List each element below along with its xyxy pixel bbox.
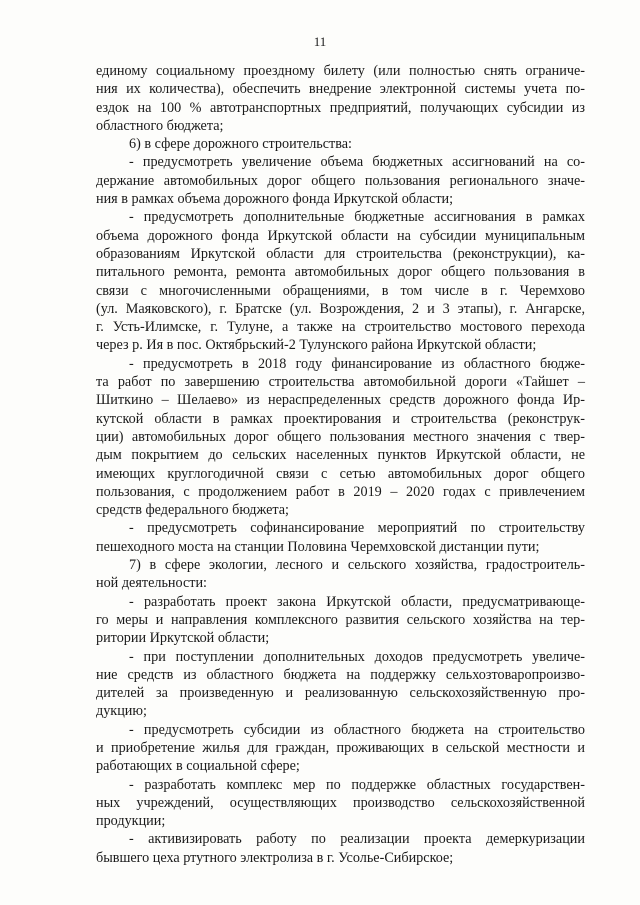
text-line: единому социальному проездному билету (или полностью снять ограниче- xyxy=(96,63,585,79)
text-line: питального ремонта, ремонта автомобильных дорог общего пользования в xyxy=(96,264,585,281)
text-line: - активизировать работу по реализации проекта демеркуризации xyxy=(129,831,585,848)
text-line: бывшего цеха ртутного электролиза в г. Усолье-Сибирское; xyxy=(96,849,454,866)
text-line: и приобретение жилья для граждан, проживающих в сельской местности и xyxy=(96,739,585,756)
paragraph-p4 xyxy=(96,208,585,354)
text-line: образованиям Иркутской области для строительства (реконструкции), ка- xyxy=(96,245,585,262)
text-line: ние средств из областного бюджета на поддержку сельхозтоваропроизво- xyxy=(96,666,585,683)
text-line: ния их количества), обеспечить внедрение электронной системы учета по- xyxy=(96,81,585,98)
text-line: - при поступлении дополнительных доходов предусмотреть увеличе- xyxy=(129,648,585,665)
text-line: 7) в сфере экологии, лесного и сельского хозяйства, градостроитель- xyxy=(129,557,585,574)
text-line: го меры и направления комплексного развития сельского хозяйства на тер- xyxy=(96,611,585,628)
paragraph-p7 xyxy=(96,556,585,593)
text-line: - разработать комплекс мер по поддержке областных государствен- xyxy=(129,776,585,793)
text-line: 6) в сфере дорожного строительства: xyxy=(129,136,352,153)
paragraph-p8 xyxy=(96,593,585,648)
text-line: средств федерального бюджета; xyxy=(96,502,289,519)
text-line: Шиткино – Шелаево» из нераспределенных средств дорожного фонда Ир- xyxy=(96,392,585,409)
text-line: ритории Иркутской области; xyxy=(96,630,270,647)
text-line: дым покрытием до сельских населенных пунктов Иркутской области, не xyxy=(96,447,585,464)
text-line: через р. Ия в пос. Октябрьский-2 Тулунского района Иркутской области; xyxy=(96,337,537,354)
paragraph-p11 xyxy=(96,776,585,831)
text-line: г. Усть-Илимске, г. Тулуне, а также на строительство мостового перехода xyxy=(96,319,585,336)
text-line: ния в рамках объема дорожного фонда Иркутской области; xyxy=(96,191,454,208)
text-line: связи с многочисленными обращениями, в том числе в г. Черемхово xyxy=(96,282,585,299)
paragraph-p5 xyxy=(96,355,585,520)
text-line: дителей за произведенную и реализованную сельскохозяйственную про- xyxy=(96,685,585,702)
text-line: имеющих круглогодичной связи с сетью автомобильных дорог общего xyxy=(96,465,585,482)
text-line: объема дорожного фонда Иркутской области на субсидии муниципальным xyxy=(96,227,585,244)
text-line: - предусмотреть софинансирование мероприятий по строительству xyxy=(129,520,585,537)
text-line: - предусмотреть увеличение объема бюджетных ассигнований на со- xyxy=(129,154,585,171)
text-line: продукции; xyxy=(96,813,166,830)
text-line: работающих в социальной сфере; xyxy=(96,758,300,775)
text-line: ездок на 100 % автотранспортных предприятий, получающих субсидии из xyxy=(96,99,585,116)
document-body xyxy=(96,62,585,867)
text-line: - предусмотреть в 2018 году финансирование из областного бюдже- xyxy=(129,355,585,372)
text-line: пользования, с продолжением работ в 2019 – 2020 годах с привлечением xyxy=(96,483,585,500)
text-line: ных учреждений, осуществляющих производство сельскохозяйственной xyxy=(96,794,585,811)
text-line: - предусмотреть дополнительные бюджетные ассигнования в рамках xyxy=(129,209,585,226)
paragraph-p1 xyxy=(96,62,585,135)
paragraph-p9 xyxy=(96,648,585,721)
paragraph-p12 xyxy=(96,830,585,867)
paragraph-p3 xyxy=(96,153,585,208)
page-number: 11 xyxy=(313,34,327,49)
paragraph-p2 xyxy=(96,135,585,153)
paragraph-p6 xyxy=(96,519,585,556)
text-line: дукцию; xyxy=(96,703,147,720)
text-line: кутской области в рамках проектирования и строительства (реконструк- xyxy=(96,410,585,427)
text-line: - предусмотреть субсидии из областного бюджета на строительство xyxy=(129,721,585,738)
text-line: ции) автомобильных дорог общего пользования местного значения с твер- xyxy=(96,428,585,445)
text-line: ной деятельности: xyxy=(96,575,207,592)
text-line: (ул. Маяковского), г. Братске (ул. Возрождения, 2 и 3 этапы), г. Ангарске, xyxy=(96,300,585,317)
text-line: та работ по завершению строительства автомобильной дороги «Тайшет – xyxy=(96,374,585,391)
text-line: держание автомобильных дорог общего пользования регионального значе- xyxy=(96,172,585,189)
text-line: пешеходного моста на станции Половина Черемховской дистанции пути; xyxy=(96,538,540,555)
text-line: областного бюджета; xyxy=(96,117,224,134)
paragraph-p10 xyxy=(96,721,585,776)
text-line: - разработать проект закона Иркутской области, предусматривающе- xyxy=(129,593,585,610)
